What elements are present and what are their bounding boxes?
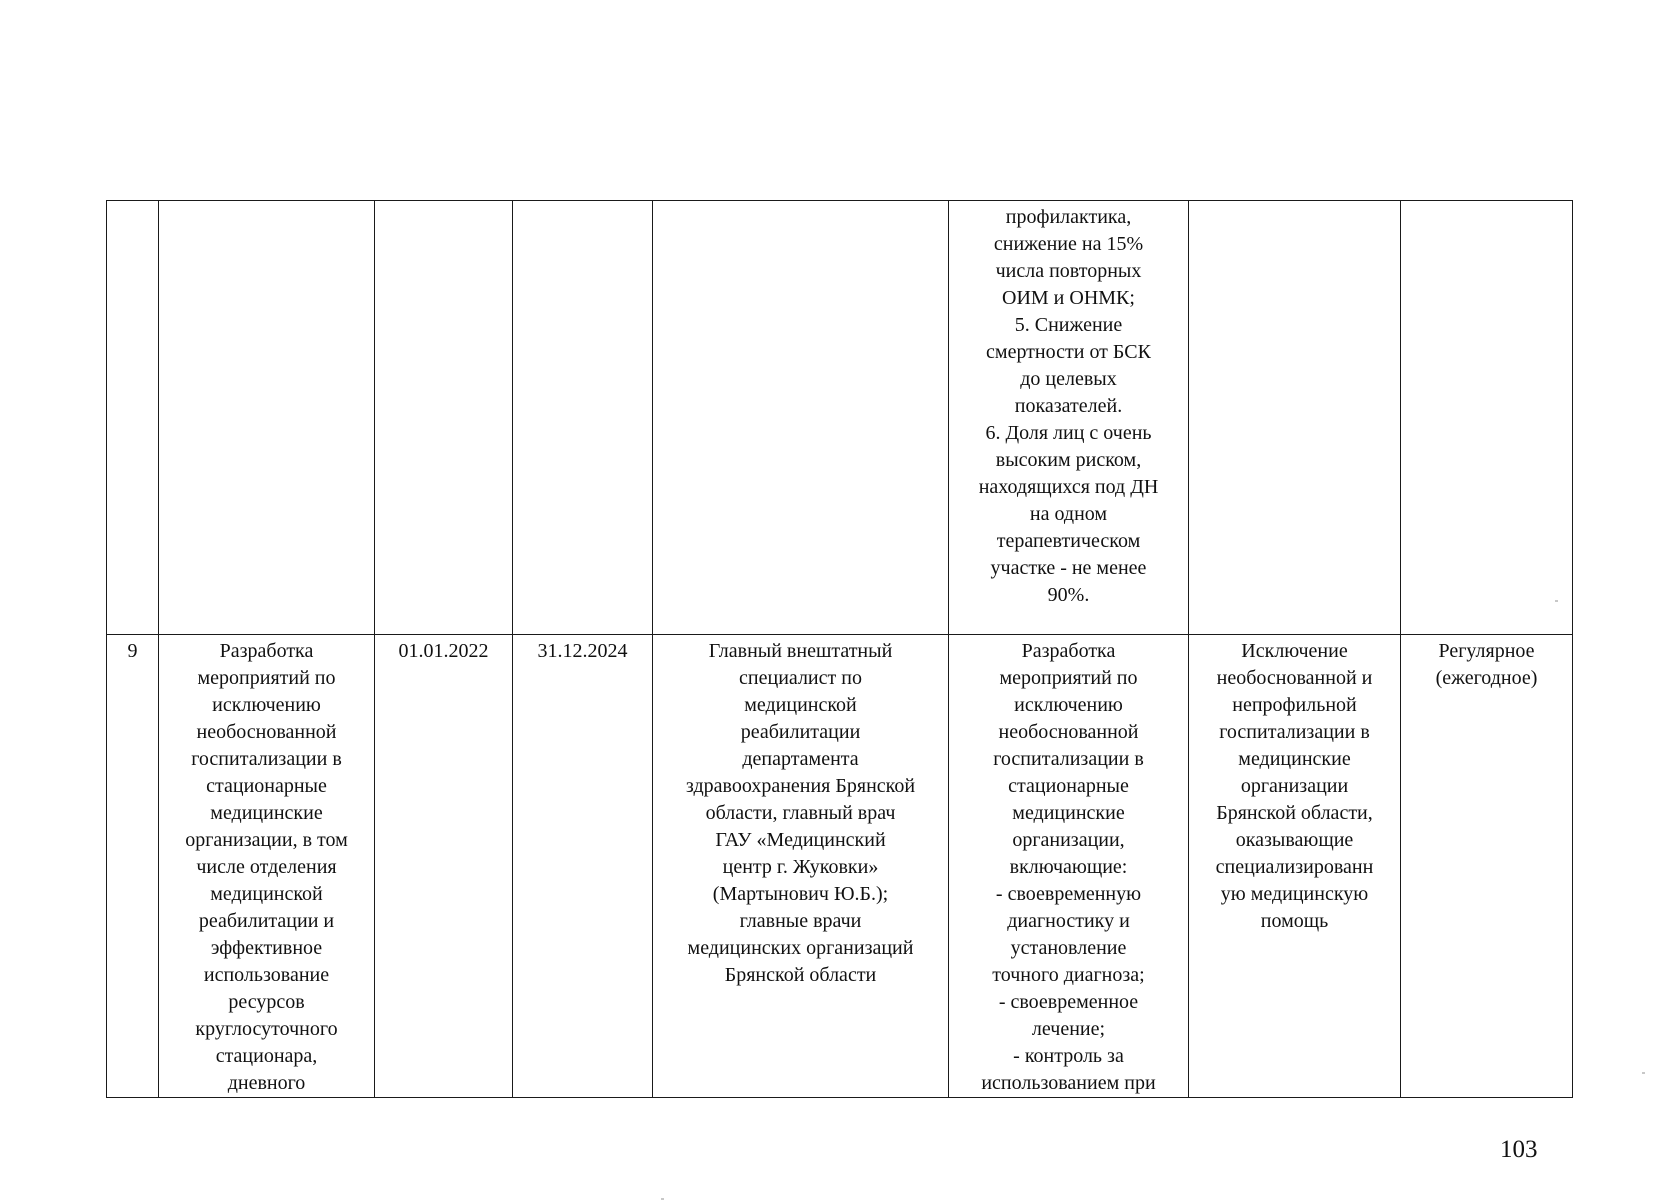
cell-start-date: 01.01.2022 — [398, 640, 489, 662]
table-cell — [653, 635, 949, 1098]
cell-result: Разработка мероприятий по исключению необоснованной госпитализации в стационарные медицинские организации, включающие: - своевременную диагностику и установление точного диагноза; - своевременное лечение; - контроль за использованием при — [981, 640, 1156, 1094]
scan-artifact — [1642, 1072, 1645, 1074]
table-cell — [1189, 201, 1401, 635]
cell-activity: Разработка мероприятий по исключению необоснованной госпитализации в стационарные медицинские организации, в том числе отделения медицинской реабилитации и эффективное использование ресурсов круглосуточного стационара, дневного — [185, 640, 348, 1094]
table-cell — [949, 635, 1189, 1098]
table-cell — [1189, 635, 1401, 1098]
table-cell — [1401, 201, 1573, 635]
table-cell — [375, 201, 513, 635]
table-cell — [159, 201, 375, 635]
document-table — [106, 200, 1573, 1098]
table-cell — [949, 201, 1189, 635]
table-cell — [159, 635, 375, 1098]
table-row-continuation — [107, 201, 1573, 635]
cell-frequency: Регулярное (ежегодное) — [1435, 640, 1538, 689]
table-cell — [513, 635, 653, 1098]
table-cell — [107, 635, 159, 1098]
table-cell — [107, 201, 159, 635]
cell-goal: Исключение необоснованной и непрофильной госпитализации в медицинские организации Брянской области, оказывающие специализированн ую медицинскую помощь — [1215, 640, 1374, 932]
cell-end-date: 31.12.2024 — [537, 640, 628, 662]
table-cell — [1401, 635, 1573, 1098]
table-row-9 — [107, 635, 1573, 1098]
scan-artifact — [1555, 600, 1558, 602]
cell-result: профилактика, снижение на 15% числа повторных ОИМ и ОНМК; 5. Снижение смертности от БСК до целевых показателей. 6. Доля лиц с очень высоким риском, находящихся под ДН на одном терапевтическом участке - не менее 90%. — [978, 206, 1159, 606]
table-cell — [513, 201, 653, 635]
page-number: 103 — [1500, 1136, 1538, 1163]
table-cell — [375, 635, 513, 1098]
table-cell — [653, 201, 949, 635]
cell-responsible: Главный внештатный специалист по медицинской реабилитации департамента здравоохранения Брянской области, главный врач ГАУ «Медицинский центр г. Жуковки» (Мартынович Ю.Б.); главные врачи медицинских организаций Брянской области — [685, 640, 916, 986]
cell-number: 9 — [127, 640, 138, 662]
